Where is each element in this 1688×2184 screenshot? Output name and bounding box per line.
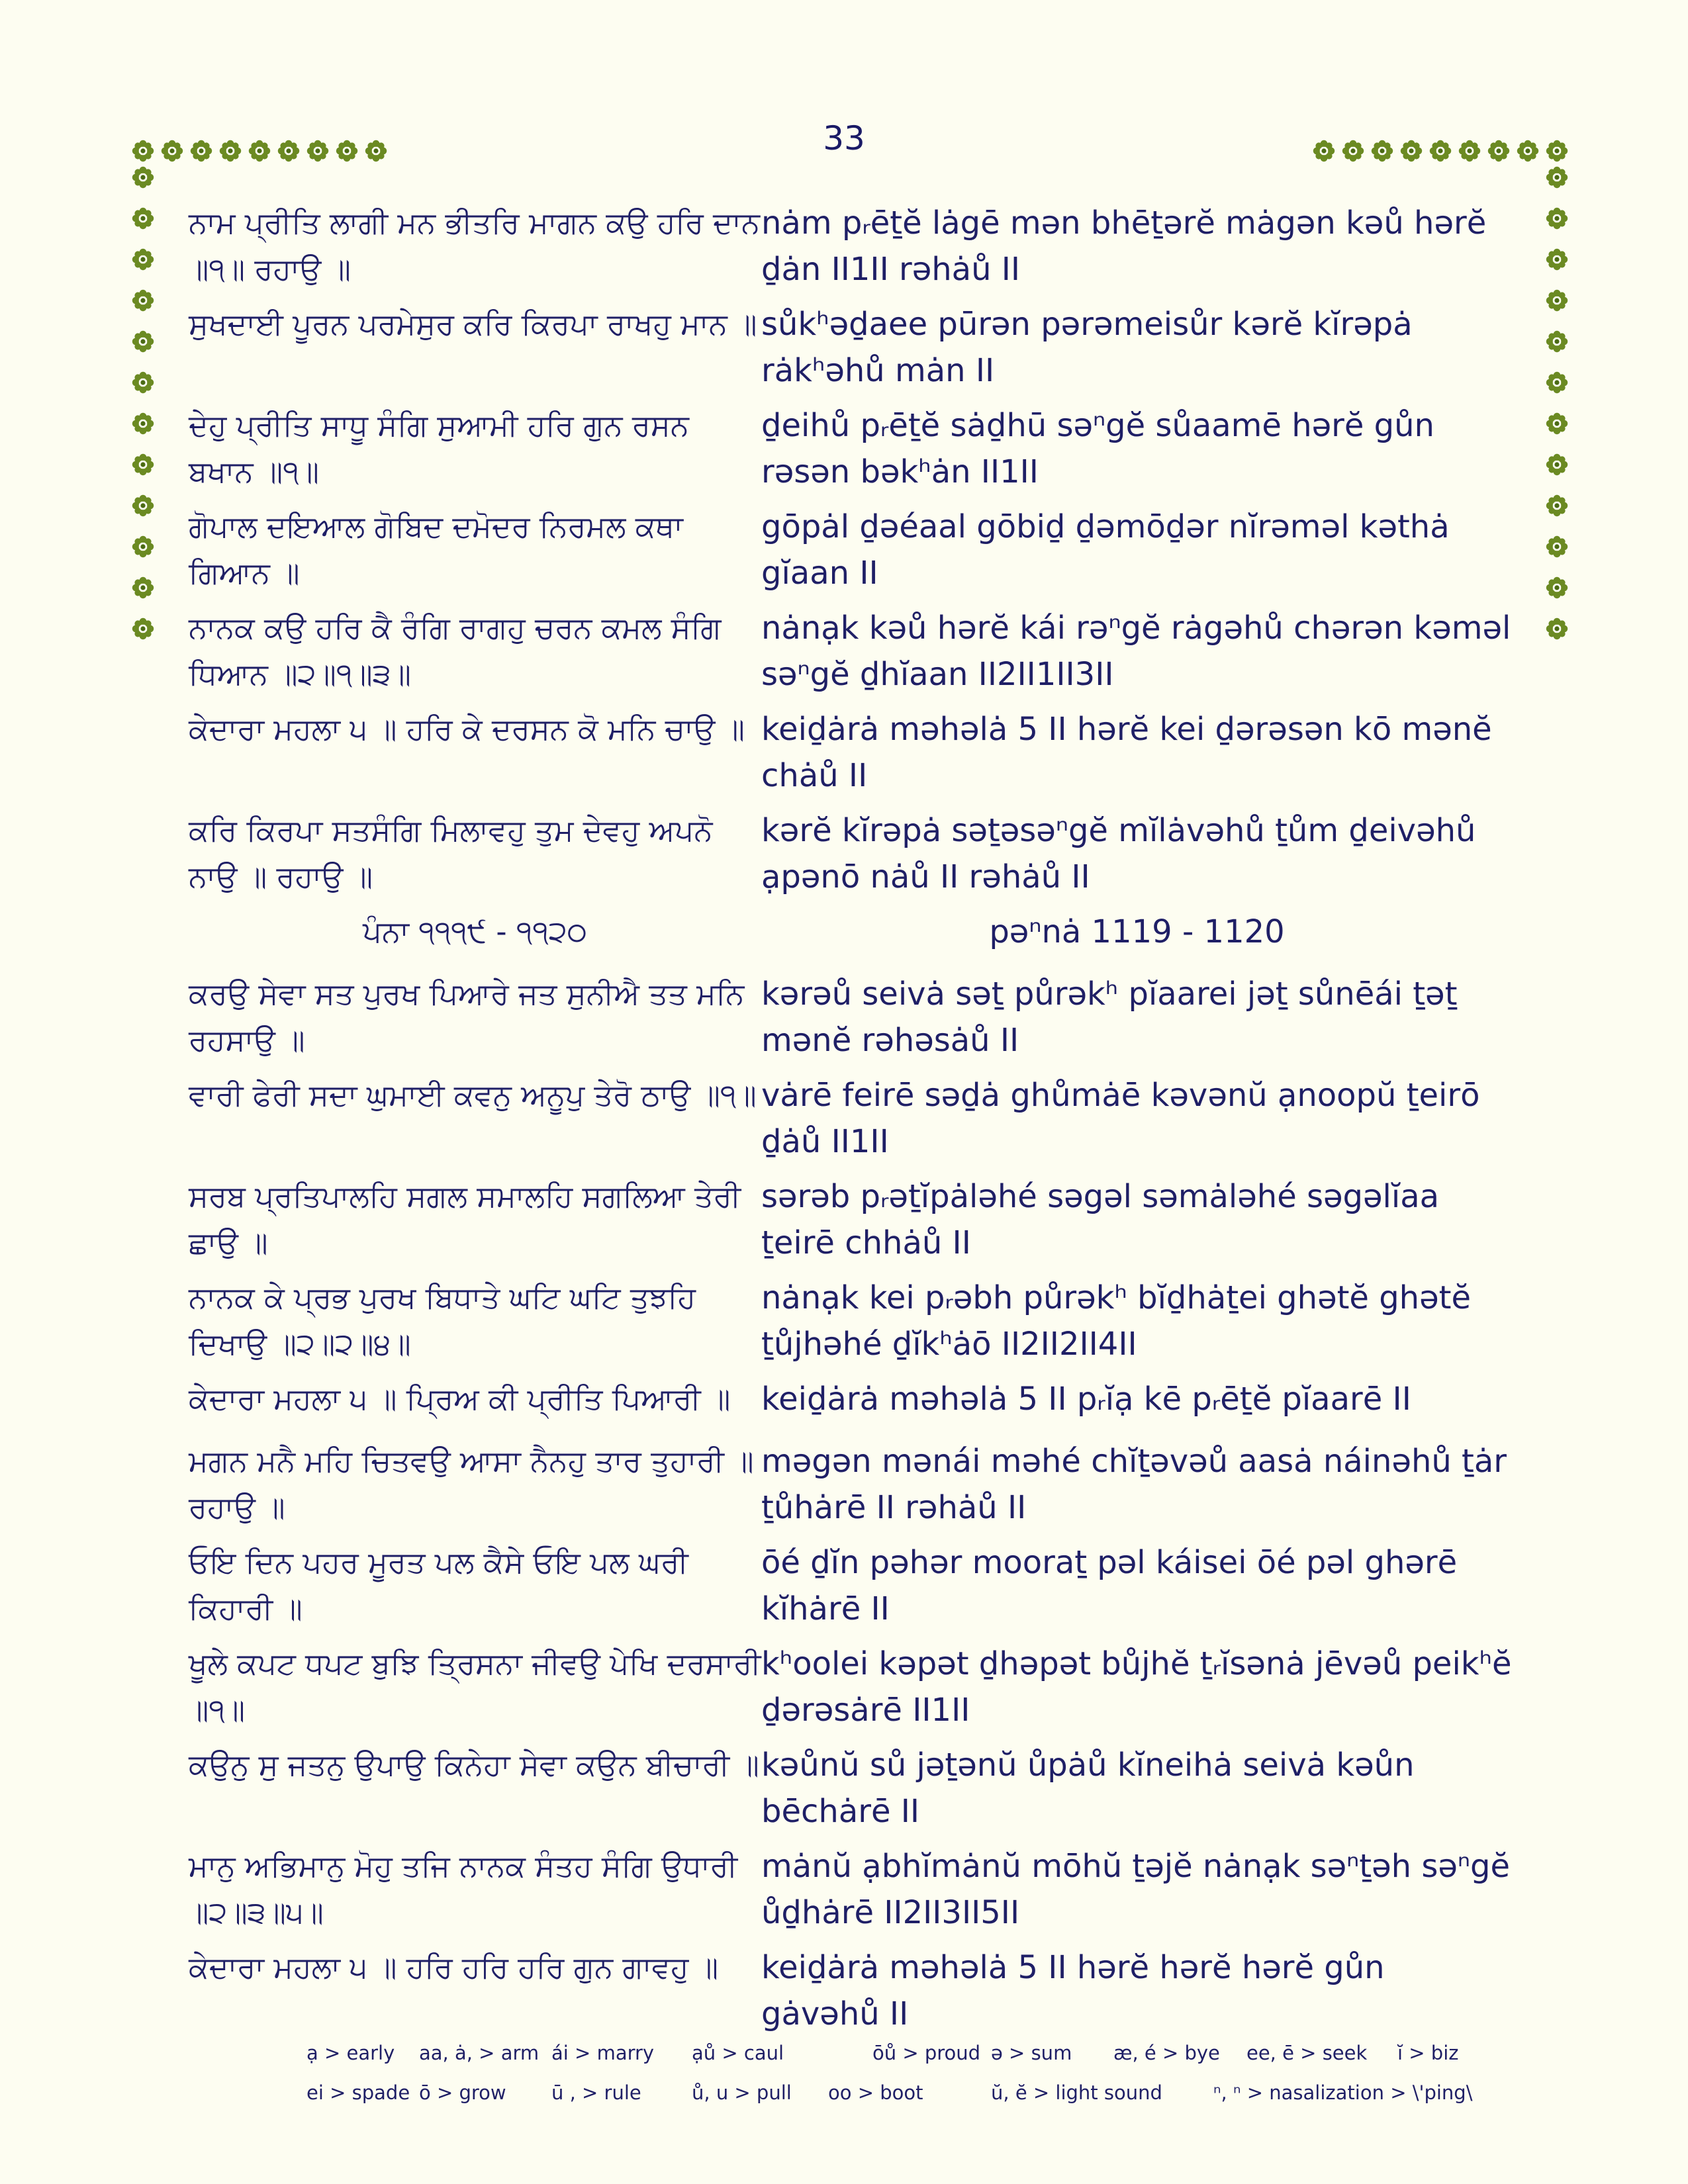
- flower-ornament-icon: [131, 412, 155, 435]
- transliteration-text: vȧrē feirē səḏȧ ghůmȧē kəvənŭ ạnoopŭ ṯeirō ḏȧů II1II: [761, 1077, 1480, 1160]
- gurmukhi-text: ਕੇਦਾਰਾ ਮਹਲਾ ੫ ॥ ਪ੍ਰਿਅ ਕੀ ਪ੍ਰੀਤਿ ਪਿਆਰੀ ॥: [189, 1381, 731, 1416]
- ornament-border-left: [131, 165, 155, 641]
- flower-ornament-icon: [131, 165, 155, 189]
- gurmukhi-page-range: ਪੰਨਾ ੧੧੧੯ - ੧੧੨੦: [362, 914, 588, 949]
- flower-ornament-icon: [131, 617, 155, 641]
- transliteration-text: kʰoolei kəpət ḏhəpət bůjhĕ ṯᵣĭsənȧ jēvəů peikʰĕ ḏərəsȧrē II1II: [761, 1645, 1512, 1729]
- flower-ornament-icon: [160, 139, 184, 163]
- flower-ornament-icon: [131, 371, 155, 394]
- gurmukhi-text: ਕਉਨੁ ਸੁ ਜਤਨੁ ਉਪਾਉ ਕਿਨੇਹਾ ਸੇਵਾ ਕਉਨ ਬੀਚਾਰੀ ॥: [189, 1747, 759, 1782]
- legend-item: ə > sum: [991, 2042, 1072, 2064]
- flower-ornament-icon: [1545, 248, 1569, 271]
- gurmukhi-text: ਮਗਨ ਮਨੈ ਮਹਿ ਚਿਤਵਉ ਆਸਾ ਨੈਨਹੁ ਤਾਰ ਤੁਹਾਰੀ ॥ ਰਹਾਉ ॥: [189, 1443, 754, 1525]
- transliteration-text: gōpȧl ḏəéaal gōbiḏ ḏəmōḏər nĭrəməl kəthȧ gĭaan II: [761, 508, 1450, 592]
- gurmukhi-text: ਨਾਮ ਪ੍ਰੀਤਿ ਲਾਗੀ ਮਨ ਭੀਤਰਿ ਮਾਗਨ ਕਉ ਹਰਿ ਦਾਨ ॥੧॥ ਰਹਾਉ ॥: [189, 205, 760, 287]
- verse-row: [189, 971, 1513, 1064]
- legend-item: ⁿ, ⁿ > nasalization > \'ping\: [1213, 2081, 1473, 2104]
- roman-page-range: pəⁿnȧ 1119 - 1120: [989, 913, 1285, 950]
- flower-ornament-icon: [218, 139, 242, 163]
- flower-ornament-icon: [131, 289, 155, 312]
- transliteration-text: kərəů seivȧ səṯ půrəkʰ pĭaarei jəṯ sůnēái ṯəṯ mənĕ rəhəsȧů II: [761, 976, 1458, 1059]
- legend-item: ů, u > pull: [692, 2081, 792, 2104]
- flower-ornament-icon: [1545, 330, 1569, 353]
- transliteration-text: nȧnạk kəů hərĕ kái rəⁿgĕ rȧgəhů chərən kəməl səⁿgĕ ḏhĭaan II2II1II3II: [761, 610, 1511, 693]
- transliteration-text: sůkʰəḏaee pūrən pərəmeisůr kərĕ kĭrəpȧ rȧkʰəhů mȧn II: [761, 306, 1413, 389]
- legend-item: oo > boot: [828, 2081, 923, 2104]
- page-range-heading: [189, 909, 1513, 955]
- flower-ornament-icon: [277, 139, 301, 163]
- flower-ornament-icon: [1429, 139, 1452, 163]
- verse-table: [189, 200, 1513, 2046]
- verse-row: [189, 1843, 1513, 1936]
- flower-ornament-icon: [131, 453, 155, 477]
- gurmukhi-text: ਸੁਖਦਾਈ ਪੂਰਨ ਪਰਮੇਸੁਰ ਕਰਿ ਕਿਰਪਾ ਰਾਖਹੁ ਮਾਨ ॥: [189, 306, 757, 341]
- transliteration-text: ōé ḏĭn pəhər mooraṯ pəl káisei ōé pəl ghərē kĭhȧrē II: [761, 1544, 1458, 1627]
- verse-row: [189, 1438, 1513, 1531]
- flower-ornament-icon: [364, 139, 388, 163]
- transliteration-text: ḏeihů pᵣēṯĕ sȧḏhū səⁿgĕ sůaamē hərĕ gůn rəsən bəkʰȧn II1II: [761, 407, 1434, 490]
- flower-ornament-icon: [1545, 617, 1569, 641]
- gurmukhi-text: ਕੇਦਾਰਾ ਮਹਲਾ ੫ ॥ ਹਰਿ ਕੇ ਦਰਸਨ ਕੋ ਮਨਿ ਚਾਉ ॥: [189, 711, 745, 747]
- flower-ornament-icon: [131, 494, 155, 518]
- verse-row: [189, 1742, 1513, 1835]
- gurmukhi-text: ਖੂਲੇ ਕਪਟ ਧਪਟ ਬੁਝਿ ਤ੍ਰਿਸਨਾ ਜੀਵਉ ਪੇਖਿ ਦਰਸਾਰੀ ॥੧॥: [189, 1646, 761, 1727]
- legend-item: æ, é > bye: [1113, 2042, 1220, 2064]
- flower-ornament-icon: [1545, 165, 1569, 189]
- ornament-border-top-right: [1312, 139, 1569, 163]
- transliteration-text: məgən mənái məhé chĭṯəvəů aasȧ náinəhů ṯȧr ṯůhȧrē II rəhȧů II: [761, 1443, 1507, 1526]
- legend-item: ū , > rule: [551, 2081, 641, 2104]
- transliteration-text: keiḏȧrȧ məhəlȧ 5 II hərĕ hərĕ hərĕ gůn gȧvəhů II: [761, 1949, 1385, 2032]
- transliteration-text: sərəb pᵣəṯĭpȧləhé səgəl səmȧləhé səgəlĭaa ṯeirē chhȧů II: [761, 1178, 1440, 1261]
- flower-ornament-icon: [306, 139, 330, 163]
- flower-ornament-icon: [131, 248, 155, 271]
- gurmukhi-text: ਨਾਨਕ ਕੇ ਪ੍ਰਭ ਪੁਰਖ ਬਿਧਾਤੇ ਘਟਿ ਘਟਿ ਤੁਝਹਿ ਦਿਖਾਉ ॥੨॥੨॥੪॥: [189, 1280, 696, 1361]
- flower-ornament-icon: [131, 139, 155, 163]
- gurmukhi-text: ਕਰਿ ਕਿਰਪਾ ਸਤਸੰਗਿ ਮਿਲਾਵਹੁ ਤੁਮ ਦੇਵਹੁ ਅਪਨੋ ਨਾਉ ॥ ਰਹਾਉ ॥: [189, 813, 713, 894]
- gurmukhi-text: ਸਰਬ ਪ੍ਰਤਿਪਾਲਹਿ ਸਗਲ ਸਮਾਲਹਿ ਸਗਲਿਆ ਤੇਰੀ ਛਾਉ ॥: [189, 1179, 741, 1260]
- flower-ornament-icon: [1487, 139, 1511, 163]
- flower-ornament-icon: [1399, 139, 1423, 163]
- flower-ornament-icon: [1516, 139, 1540, 163]
- verse-row: [189, 706, 1513, 799]
- flower-ornament-icon: [1545, 139, 1569, 163]
- verse-row: [189, 1641, 1513, 1733]
- page-number: 33: [823, 119, 865, 158]
- verse-row: [189, 1072, 1513, 1165]
- transliteration-text: nȧnạk kei pᵣəbh půrəkʰ bĭḏhȧṯei ghətĕ ghətĕ ṯůjhəhé ḏĭkʰȧō II2II2II4II: [761, 1279, 1471, 1363]
- verse-row: [189, 402, 1513, 495]
- flower-ornament-icon: [131, 330, 155, 353]
- flower-ornament-icon: [1312, 139, 1336, 163]
- ornament-border-top-left: [131, 139, 388, 163]
- flower-ornament-icon: [1341, 139, 1365, 163]
- verse-row: [189, 1944, 1513, 2037]
- flower-ornament-icon: [131, 535, 155, 559]
- flower-ornament-icon: [1370, 139, 1394, 163]
- transliteration-text: keiḏȧrȧ məhəlȧ 5 II hərĕ kei ḏərəsən kō mənĕ chȧů II: [761, 711, 1492, 794]
- legend-item: ái > marry: [551, 2042, 655, 2064]
- flower-ornament-icon: [1545, 289, 1569, 312]
- ornament-border-right: [1545, 165, 1569, 641]
- transliteration-text: mȧnŭ ạbhĭmȧnŭ mōhŭ ṯəjĕ nȧnạk səⁿṯəh səⁿgĕ ůḏhȧrē II2II3II5II: [761, 1848, 1510, 1931]
- transliteration-text: kərĕ kĭrəpȧ səṯəsəⁿgĕ mĭlȧvəhů ṯům ḏeivəhů ạpənō nȧů II rəhȧů II: [761, 812, 1476, 895]
- verse-row: [189, 1539, 1513, 1632]
- flower-ornament-icon: [131, 206, 155, 230]
- flower-ornament-icon: [1545, 576, 1569, 600]
- verse-row: [189, 1376, 1513, 1422]
- flower-ornament-icon: [1545, 371, 1569, 394]
- verse-row: [189, 200, 1513, 293]
- transliteration-text: nȧm pᵣēṯĕ lȧgē mən bhēṯərĕ mȧgən kəů hərĕ ḏȧn II1II rəhȧů II: [761, 205, 1487, 288]
- legend-item: ō > grow: [419, 2081, 506, 2104]
- flower-ornament-icon: [189, 139, 213, 163]
- gurmukhi-text: ਗੋਪਾਲ ਦਇਆਲ ਗੋਬਿਦ ਦਮੋਦਰ ਨਿਰਮਲ ਕਥਾ ਗਿਆਨ ॥: [189, 509, 683, 590]
- flower-ornament-icon: [335, 139, 359, 163]
- flower-ornament-icon: [1545, 206, 1569, 230]
- gurmukhi-text: ਦੇਹੁ ਪ੍ਰੀਤਿ ਸਾਧੂ ਸੰਗਿ ਸੁਆਮੀ ਹਰਿ ਗੁਨ ਰਸਨ ਬਖਾਨ ॥੧॥: [189, 408, 689, 489]
- transliteration-text: keiḏȧrȧ məhəlȧ 5 II pᵣĭạ kē pᵣēṯĕ pĭaarē II: [761, 1381, 1411, 1418]
- verse-row: [189, 807, 1513, 900]
- verse-row: [189, 605, 1513, 698]
- legend-item: ĭ > biz: [1397, 2042, 1459, 2064]
- gurmukhi-text: ਕੇਦਾਰਾ ਮਹਲਾ ੫ ॥ ਹਰਿ ਹਰਿ ਹਰਿ ਗੁਨ ਗਾਵਹੁ ॥: [189, 1950, 719, 1985]
- flower-ornament-icon: [1545, 535, 1569, 559]
- gurmukhi-text: ਨਾਨਕ ਕਉ ਹਰਿ ਕੈ ਰੰਗਿ ਰਾਗਹੁ ਚਰਨ ਕਮਲ ਸੰਗਿ ਧਿਆਨ ॥੨॥੧॥੩॥: [189, 610, 722, 692]
- flower-ornament-icon: [131, 576, 155, 600]
- legend-item: ei > spade: [306, 2081, 410, 2104]
- legend-item: ee, ē > seek: [1246, 2042, 1368, 2064]
- transliteration-text: kəůnŭ sů jəṯənŭ ůpȧů kĭneihȧ seivȧ kəůn bēchȧrē II: [761, 1747, 1415, 1830]
- legend-item: ōů > proud: [872, 2042, 981, 2064]
- verse-row: [189, 301, 1513, 394]
- legend-item: ŭ, ĕ > light sound: [991, 2081, 1162, 2104]
- legend-item: aa, ȧ, > arm: [419, 2042, 539, 2064]
- verse-row: [189, 1275, 1513, 1367]
- flower-ornament-icon: [1545, 494, 1569, 518]
- flower-ornament-icon: [1545, 453, 1569, 477]
- gurmukhi-text: ਵਾਰੀ ਫੇਰੀ ਸਦਾ ਘੁਮਾਈ ਕਵਨੁ ਅਨੂਪੁ ਤੇਰੋ ਠਾਉ ॥੧॥: [189, 1077, 757, 1113]
- legend-item: ạů > caul: [692, 2042, 784, 2064]
- verse-row: [189, 504, 1513, 596]
- legend-item: ạ > early: [306, 2042, 395, 2064]
- gurmukhi-text: ਮਾਨੁ ਅਭਿਮਾਨੁ ਮੋਹੁ ਤਜਿ ਨਾਨਕ ਸੰਤਹ ਸੰਗਿ ਉਧਾਰੀ ॥੨॥੩॥੫॥: [189, 1848, 738, 1930]
- flower-ornament-icon: [248, 139, 271, 163]
- flower-ornament-icon: [1545, 412, 1569, 435]
- verse-row: [189, 1173, 1513, 1266]
- flower-ornament-icon: [1458, 139, 1481, 163]
- gurmukhi-text: ਓਇ ਦਿਨ ਪਹਰ ਮੂਰਤ ਪਲ ਕੈਸੇ ਓਇ ਪਲ ਘਰੀ ਕਿਹਾਰੀ ॥: [189, 1545, 688, 1626]
- gurmukhi-text: ਕਰਉ ਸੇਵਾ ਸਤ ਪੁਰਖ ਪਿਆਰੇ ਜਤ ਸੁਨੀਐ ਤਤ ਮਨਿ ਰਹਸਾਉ ॥: [189, 976, 745, 1058]
